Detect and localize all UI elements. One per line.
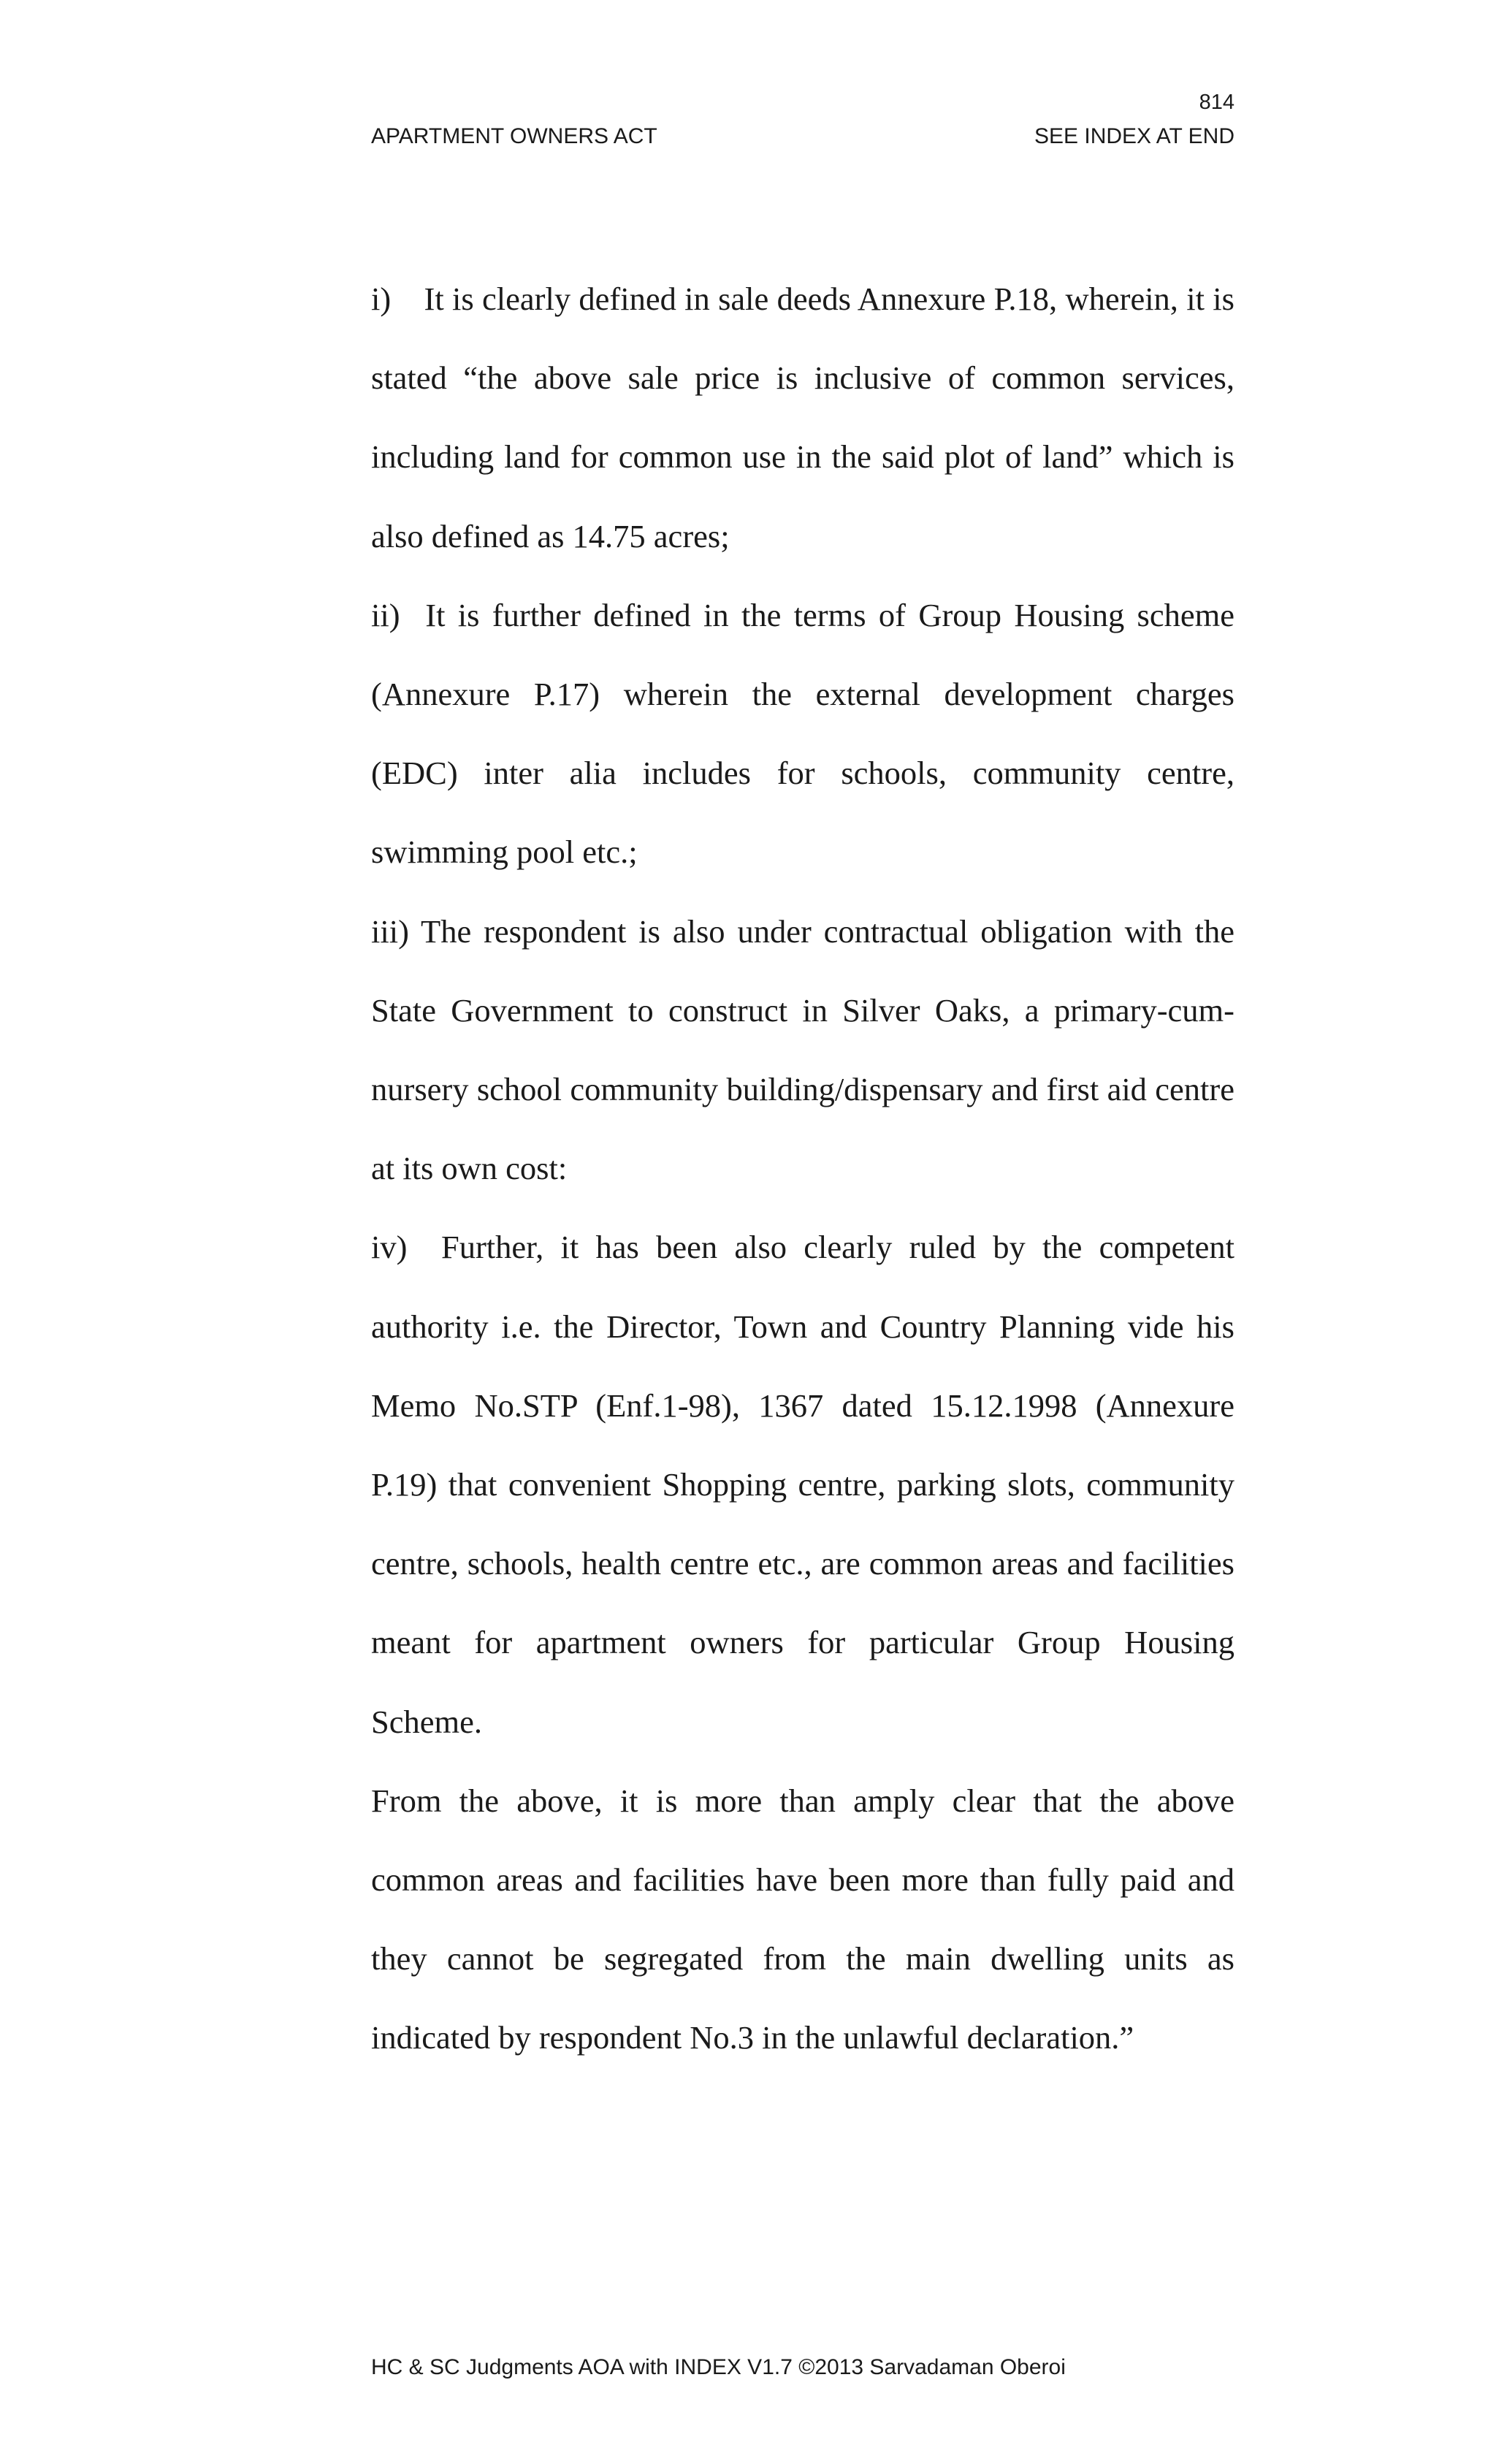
paragraph-point-ii: ii) It is further defined in the terms of Group Housing scheme (Annexure P.17) wherein the external development charges (EDC) inter alia includes for schools, community centre, swimming pool etc.;	[371, 596, 1234, 871]
paragraph-point-i: i) It is clearly defined in sale deeds Annexure P.18, wherein, it is stated “the above sale price is inclusive of common services, including land for common use in the said plot of land” which is also defined as 14.75 acres;	[371, 281, 1234, 554]
paragraph-conclusion: From the above, it is more than amply clear that the above common areas and facilities have been more than fully paid and they cannot be segregated from the main dwelling units as indicated by respondent No.3 in the unlawful declaration.”	[371, 1782, 1234, 2056]
page-footer: HC & SC Judgments AOA with INDEX V1.7 ©2013 Sarvadaman Oberoi	[371, 2355, 1066, 2379]
header-index-note: SEE INDEX AT END	[1034, 124, 1234, 148]
paragraph-point-iv: iv) Further, it has been also clearly ruled by the competent authority i.e. the Director, Town and Country Planning vide his Memo No.STP (Enf.1-98), 1367 dated 15.12.1998 (Annexure P.19) that convenient Shopping centre, parking slots, community centre, schools, health centre etc., are common areas and facilities meant for apartment owners for particular Group Housing Scheme.	[371, 1229, 1234, 1740]
judgment-text	[371, 259, 1234, 2078]
header-title: APARTMENT OWNERS ACT	[371, 124, 657, 148]
paragraph-point-iii: iii) The respondent is also under contractual obligation with the State Government to construct in Silver Oaks, a primary-cum- nursery school community building/dispensary and first aid centre at its own cost:	[371, 912, 1234, 1187]
running-header	[371, 123, 1234, 150]
page-number: 814	[1199, 91, 1234, 114]
